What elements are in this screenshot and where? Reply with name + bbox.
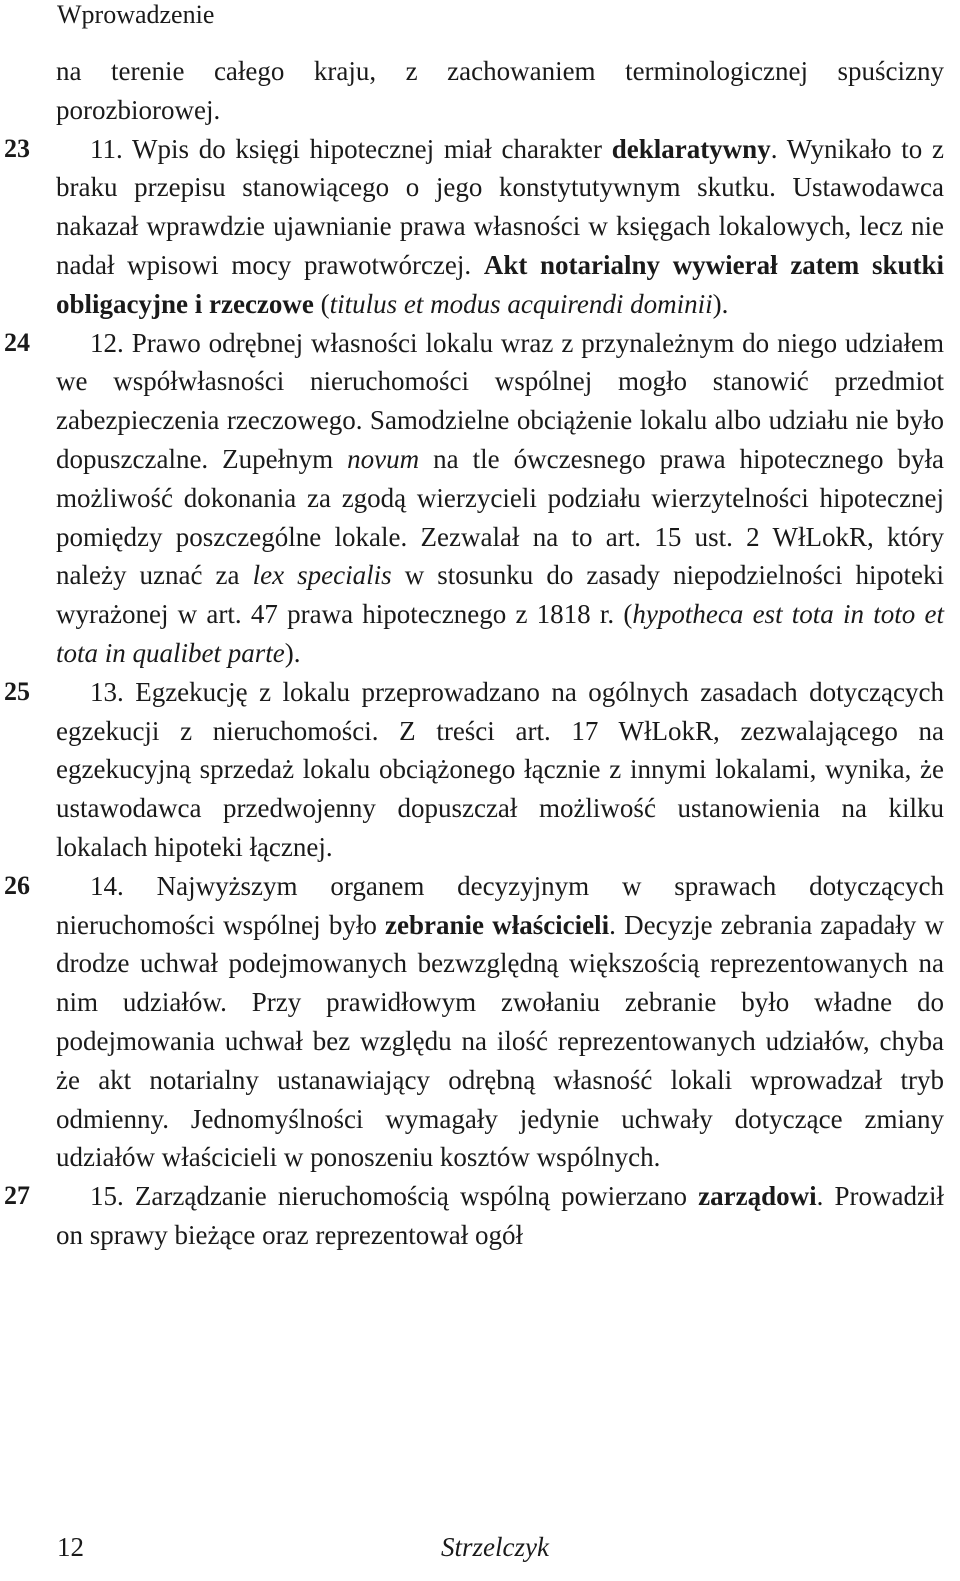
margin-number: 27 [4,1181,30,1211]
text-run: 13. Egzekucję z lokalu przeprowadzano na ogólnych zasadach dotyczących egzekucji z nieruchomości. Z treści art. 17 WłLokR, zezwalającego na egzekucyjną sprzedaż lokalu obciążonego łącznie z innymi lokalami, wynika, że ustawodawca przedwojenny dopuszczał możliwość ustanowienia na kilku lokalach hipoteki łącznej. [56,676,944,862]
text-run: ( [313,288,330,319]
running-head: Wprowadzenie [57,0,215,29]
margin-number: 23 [4,133,30,163]
text-run: . Prowadził on sprawy bieżące oraz reprezentował ogół [56,1181,944,1250]
italic-term: lex specialis [252,560,392,591]
margin-number: 24 [4,327,30,357]
footer-author: Strzelczyk [441,1532,549,1562]
text-run: ). [712,288,729,319]
body-text [4,52,944,1255]
paragraph [56,52,944,130]
text-run: 14. Najwyższym organem decyzyjnym w sprawach dotyczących nieruchomości wspólnej było [56,870,944,940]
paragraph [4,673,944,867]
text-run: . Decyzje zebrania zapadały w drodze uchwał podejmowanych bezwzględną większością reprezentowanych na nim udziałów. Przy prawidłowym zwołaniu zebranie było władne do podejmowania uchwał bez względu na ilość reprezentowanych udziałów, chyba że akt notarialny ustanawiający odrębną własność lokali wprowadzał tryb odmienny. Jednomyślności wymagały jedynie uchwały dotyczące zmiany udziałów właścicieli w ponoszeniu kosztów wspólnych. [56,909,944,1173]
italic-term: hypotheca est tota in toto et tota in qualibet parte [56,599,944,668]
paragraph [4,324,944,673]
text-run: w stosunku do zasady niepodzielności hipoteki wyrażonej w art. 47 prawa hipotecznego z 1818 r. ( [56,560,944,630]
text-run: ). [284,637,301,668]
bold-term: zebranie właścicieli [385,909,610,940]
italic-term: titulus et modus acquirendi dominii [329,288,713,319]
text-run: na terenie całego kraju, z zachowaniem terminologicznej spuścizny porozbiorowej. [56,56,944,125]
text-run: 15. Zarządzanie nieruchomością wspólną powierzano [90,1181,699,1212]
bold-term: Akt notarialny wywierał zatem skutki obligacyjne i rzeczowe [56,249,944,319]
paragraph [4,867,944,1177]
bold-term: zarządowi [698,1181,817,1212]
bold-term: deklaratywny [611,133,771,164]
italic-term: novum [347,443,420,474]
margin-number: 26 [4,870,30,900]
text-run: 12. Prawo odrębnej własności lokalu wraz z przynależnym do niego udziałem we współwłasności nieruchomości wspólnej mogło stanowić przedmiot zabezpieczenia rzeczowego. Samodzielne obciążenie lokalu albo udziału nie było dopuszczalne. Zupełnym [56,327,944,474]
margin-number: 25 [4,676,30,706]
paragraph [4,130,944,324]
text-run: 11. Wpis do księgi hipotecznej miał charakter [90,133,612,164]
text-run: na tle ówczesnego prawa hipotecznego była możliwość dokonania za zgodą wierzycieli podziału wierzytelności hipotecznej pomiędzy poszczególne lokale. Zezwalał na to art. 15 ust. 2 WłLokR, który należy uznać za [56,443,944,591]
text-run: . Wynikało to z braku przepisu stanowiącego o jego konstytutywnym skutku. Ustawodawca nakazał wprawdzie ujawnianie prawa własności w księgach lokalowych, lecz nie nadał wpisowi mocy prawotwórczej. [56,133,944,280]
paragraph [4,1177,944,1255]
page-number: 12 [57,1532,84,1562]
